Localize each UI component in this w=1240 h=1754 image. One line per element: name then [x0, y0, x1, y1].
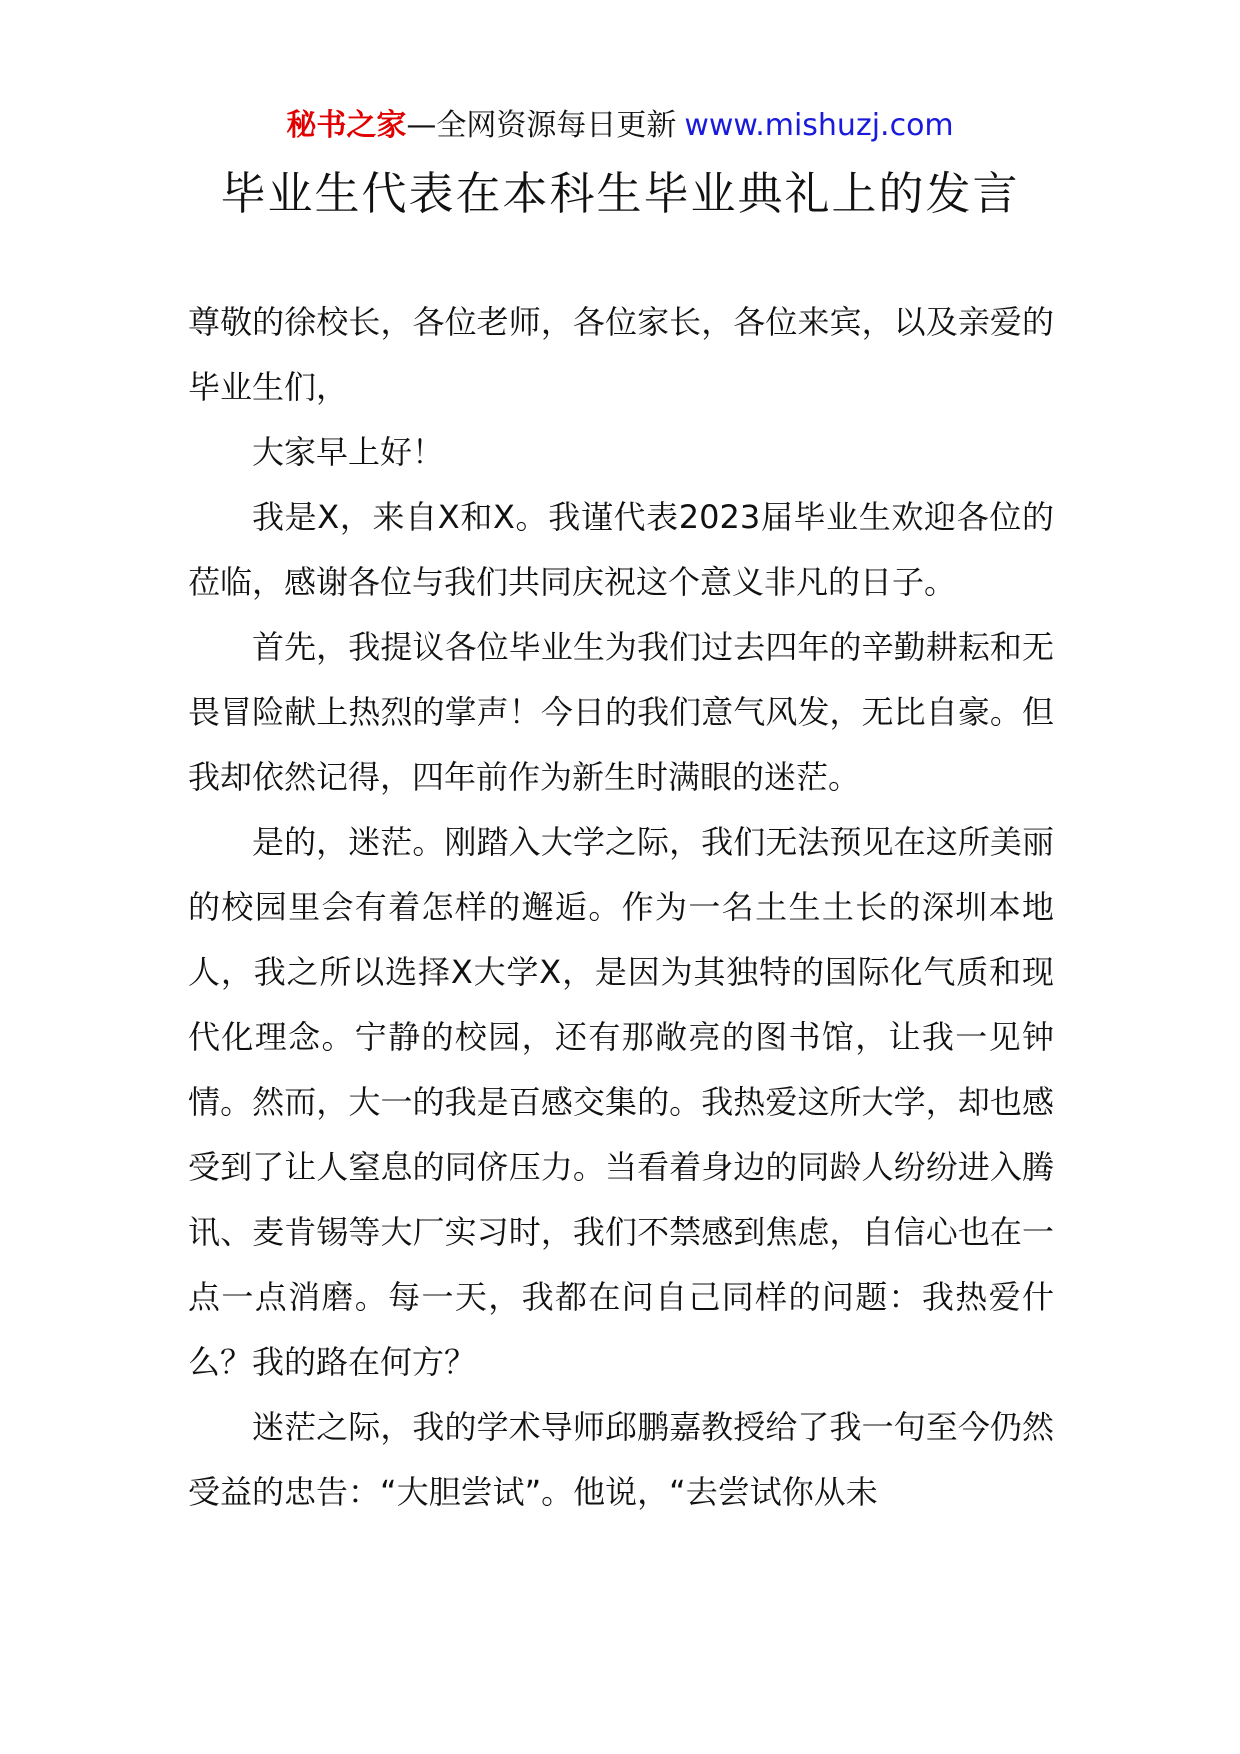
body-paragraph: 迷茫之际，我的学术导师邱鹏嘉教授给了我一句至今仍然受益的忠告：“大胆尝试”。他说，“去尝试你从未: [188, 1408, 1054, 1511]
document-body: [188, 290, 1054, 1525]
watermark-header: [0, 104, 1240, 148]
salutation-paragraph: 尊敬的徐校长，各位老师，各位家长，各位来宾，以及亲爱的毕业生们，: [188, 303, 1054, 406]
greeting-paragraph: 大家早上好！: [252, 433, 445, 471]
brand-name: 秘书之家: [286, 108, 407, 143]
body-paragraph: 是的，迷茫。刚踏入大学之际，我们无法预见在这所美丽的校园里会有着怎样的邂逅。作为一名土生土长的深圳本地人，我之所以选择X大学X，是因为其独特的国际化气质和现代化理念。宁静的校园，还有那敞亮的图书馆，让我一见钟情。然而，大一的我是百感交集的。我热爱这所大学，却也感受到了让人窒息的同侪压力。当看着身边的同龄人纷纷进入腾讯、麦肯锡等大厂实习时，我们不禁感到焦虑，自信心也在一点一点消磨。每一天，我都在问自己同样的问题：我热爱什么？我的路在何方？: [188, 823, 1054, 1381]
body-paragraph: 我是X，来自X和X。我谨代表2023届毕业生欢迎各位的莅临，感谢各位与我们共同庆祝这个意义非凡的日子。: [188, 498, 1054, 601]
site-url-link[interactable]: www.mishuzj.com: [684, 108, 954, 143]
header-tagline: —全网资源每日更新: [406, 108, 677, 143]
document-title: 毕业生代表在本科生毕业典礼上的发言: [220, 167, 1020, 220]
body-paragraph: 首先，我提议各位毕业生为我们过去四年的辛勤耕耘和无畏冒险献上热烈的掌声！今日的我们意气风发，无比自豪。但我却依然记得，四年前作为新生时满眼的迷茫。: [188, 628, 1054, 796]
